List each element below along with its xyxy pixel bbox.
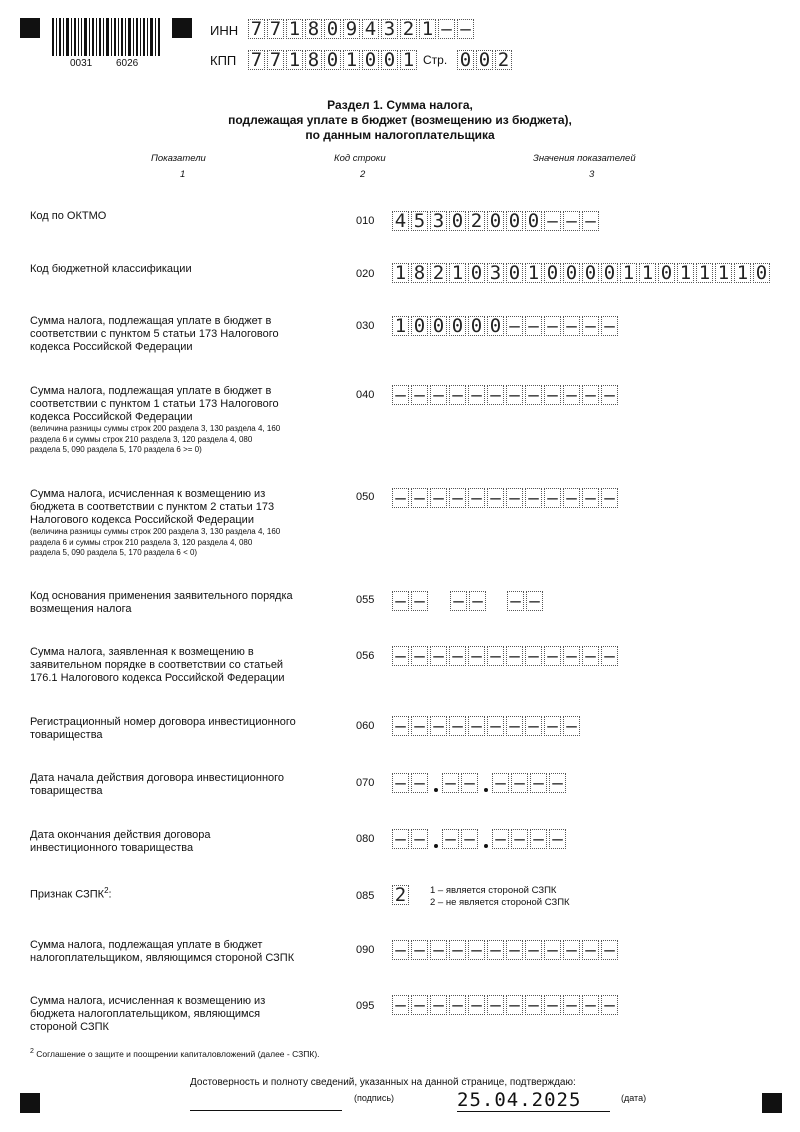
input-cell[interactable]: – [449, 385, 466, 405]
input-cell[interactable]: 1 [400, 50, 417, 70]
input-cell[interactable]: – [544, 211, 561, 231]
input-cell[interactable]: 0 [544, 263, 561, 283]
row-040-label [30, 385, 280, 456]
date-separator-dot [430, 829, 442, 849]
input-cell[interactable]: – [506, 716, 523, 736]
input-cell[interactable]: – [442, 773, 459, 793]
row-055-basis-code-part-1[interactable] [392, 591, 430, 611]
row-050-label-line-3: Налогового кодекса Российской Федерации [30, 514, 254, 526]
input-cell[interactable]: – [411, 940, 428, 960]
row-090-label-line-2: налогоплательщиком, являющимся стороной СЗПК [30, 952, 295, 964]
row-095-label [30, 995, 265, 1034]
date-separator-dot [480, 773, 492, 793]
input-cell[interactable]: – [392, 995, 409, 1015]
input-cell[interactable]: – [582, 488, 599, 508]
input-cell[interactable]: 1 [419, 19, 436, 39]
row-030-code: 030 [356, 320, 375, 332]
input-cell[interactable]: 4 [362, 19, 379, 39]
input-cell[interactable]: – [563, 316, 580, 336]
input-cell[interactable]: – [442, 829, 459, 849]
row-070-label [30, 772, 284, 798]
input-cell[interactable]: – [469, 591, 486, 611]
input-cell[interactable]: – [411, 995, 428, 1015]
input-cell[interactable]: – [506, 488, 523, 508]
input-cell[interactable]: – [563, 995, 580, 1015]
input-cell[interactable]: 0 [449, 316, 466, 336]
input-cell[interactable]: – [506, 385, 523, 405]
input-cell[interactable]: – [411, 591, 428, 611]
input-cell[interactable]: – [392, 646, 409, 666]
row-080-label-line-2: инвестиционного товарищества [30, 842, 194, 854]
corner-marker-top-right [172, 18, 192, 38]
input-cell[interactable]: – [506, 995, 523, 1015]
input-cell[interactable]: – [411, 829, 428, 849]
input-cell[interactable]: 1 [286, 19, 303, 39]
input-cell[interactable]: – [563, 940, 580, 960]
input-cell[interactable]: – [438, 19, 455, 39]
row-050-note-line-2: раздела 6 и суммы строк 210 раздела 3, 120 раздела 4, 080 [30, 537, 253, 547]
input-cell[interactable]: 0 [468, 316, 485, 336]
input-cell[interactable]: 0 [449, 211, 466, 231]
input-cell[interactable]: 9 [343, 19, 360, 39]
input-cell[interactable]: – [563, 211, 580, 231]
row-056-label-line-2: заявительном порядке в соответствии со статьей [30, 659, 284, 671]
input-cell[interactable]: – [468, 995, 485, 1015]
input-cell[interactable]: – [487, 995, 504, 1015]
row-095-label-line-1: Сумма налога, исчисленная к возмещению из [30, 995, 266, 1007]
input-cell[interactable]: – [468, 940, 485, 960]
row-085-code: 085 [356, 890, 375, 902]
row-040-label-line-2: соответствии с пунктом 1 статьи 173 Налогового [30, 398, 279, 410]
input-cell[interactable]: – [601, 940, 618, 960]
input-cell[interactable]: – [601, 385, 618, 405]
row-030-label-line-1: Сумма налога, подлежащая уплате в бюджет в [30, 315, 272, 327]
corner-marker-bottom-left [20, 1093, 40, 1113]
page-label: Стр. [423, 53, 448, 67]
input-cell[interactable]: – [601, 488, 618, 508]
input-cell[interactable]: – [392, 488, 409, 508]
input-cell[interactable]: – [544, 316, 561, 336]
input-cell[interactable]: – [506, 646, 523, 666]
input-cell[interactable]: 3 [381, 19, 398, 39]
input-cell[interactable]: – [392, 940, 409, 960]
input-cell[interactable]: – [525, 716, 542, 736]
input-cell[interactable]: – [525, 940, 542, 960]
row-085-footnote-ref: 2 [104, 886, 109, 895]
input-cell[interactable]: – [525, 316, 542, 336]
column-header-values: Значения показателей [533, 153, 636, 164]
inn-cells [248, 19, 476, 39]
row-040-note-line-2: раздела 6 и суммы строк 210 раздела 3, 120 раздела 4, 080 [30, 434, 253, 444]
row-040-label-line-1: Сумма налога, подлежащая уплате в бюджет в [30, 385, 272, 397]
input-cell[interactable]: – [487, 385, 504, 405]
row-085-szpk-flag-cell[interactable] [392, 885, 411, 905]
input-cell[interactable]: 8 [411, 263, 428, 283]
row-060-label-line-2: товарищества [30, 729, 103, 741]
input-cell[interactable]: 0 [753, 263, 770, 283]
input-cell[interactable]: – [582, 385, 599, 405]
input-cell[interactable]: 1 [392, 263, 409, 283]
row-060-label-line-1: Регистрационный номер договора инвестиционного [30, 716, 296, 728]
input-cell[interactable]: 2 [430, 263, 447, 283]
date-separator-dot [430, 773, 442, 793]
row-050-label-line-1: Сумма налога, исчисленная к возмещению из [30, 488, 266, 500]
row-070-code: 070 [356, 777, 375, 789]
input-cell[interactable]: 2 [495, 50, 512, 70]
input-cell[interactable]: 0 [658, 263, 675, 283]
kpp-label: КПП [210, 53, 237, 68]
input-cell[interactable]: – [530, 773, 547, 793]
input-cell[interactable]: – [461, 773, 478, 793]
input-cell[interactable]: 0 [563, 263, 580, 283]
date-label: (дата) [621, 1093, 647, 1103]
input-cell[interactable]: – [430, 385, 447, 405]
footnote-number: 2 [30, 1048, 34, 1055]
input-cell[interactable]: – [506, 940, 523, 960]
input-cell[interactable]: 1 [696, 263, 713, 283]
row-040-note-line-1: (величина разницы суммы строк 200 раздела 3, 130 раздела 4, 160 [30, 424, 281, 433]
input-cell[interactable]: 4 [392, 211, 409, 231]
input-cell[interactable]: 0 [476, 50, 493, 70]
row-050-note-line-3: раздела 5, 090 раздела 5, 170 раздела 6 < 0) [30, 548, 198, 557]
row-070-start-date-cells[interactable] [392, 773, 568, 793]
input-cell[interactable]: – [492, 773, 509, 793]
input-cell[interactable]: 0 [457, 50, 474, 70]
input-cell[interactable]: – [468, 385, 485, 405]
row-080-label-line-1: Дата окончания действия договора [30, 829, 211, 841]
row-095-amount-cells[interactable] [392, 995, 620, 1015]
input-cell[interactable]: 0 [487, 316, 504, 336]
input-cell[interactable]: 0 [430, 316, 447, 336]
input-cell[interactable]: – [411, 646, 428, 666]
input-cell[interactable]: 1 [639, 263, 656, 283]
input-cell[interactable]: – [507, 591, 524, 611]
input-cell[interactable]: – [544, 940, 561, 960]
input-cell[interactable]: 5 [411, 211, 428, 231]
input-cell[interactable]: 0 [324, 19, 341, 39]
input-cell[interactable]: – [492, 829, 509, 849]
input-cell[interactable]: – [392, 773, 409, 793]
input-cell[interactable]: – [544, 716, 561, 736]
input-cell[interactable]: – [601, 995, 618, 1015]
section-title-line-2: подлежащая уплате в бюджет (возмещению из бюджета), [228, 113, 572, 127]
input-cell[interactable]: – [449, 940, 466, 960]
input-cell[interactable]: 7 [248, 19, 265, 39]
row-040-amount-cells[interactable] [392, 385, 620, 405]
input-cell[interactable]: 0 [468, 263, 485, 283]
row-055-label-line-2: возмещения налога [30, 603, 132, 615]
row-030-amount-cells[interactable] [392, 316, 620, 336]
input-cell[interactable]: – [392, 829, 409, 849]
input-cell[interactable]: – [487, 488, 504, 508]
input-cell[interactable]: – [392, 385, 409, 405]
input-cell[interactable]: – [601, 646, 618, 666]
row-080-label [30, 829, 210, 855]
footnote [30, 1047, 320, 1059]
column-header-indicators: Показатели [151, 153, 206, 164]
date-separator-dot [480, 829, 492, 849]
input-cell[interactable]: – [544, 646, 561, 666]
row-085-option-1: 1 – является стороной СЗПК [430, 885, 557, 896]
input-cell[interactable]: 0 [601, 263, 618, 283]
input-cell[interactable]: – [530, 829, 547, 849]
barcode-number-right: 6026 [116, 58, 139, 69]
input-cell[interactable]: – [563, 488, 580, 508]
row-056-label-line-3: 176.1 Налогового кодекса Российской Федерации [30, 672, 285, 684]
row-095-label-line-2: бюджета налогоплательщиком, являющимся [30, 1008, 261, 1020]
column-number-1: 1 [180, 169, 186, 180]
input-cell[interactable]: – [449, 716, 466, 736]
row-056-label [30, 646, 285, 685]
row-030-label [30, 315, 279, 354]
input-cell[interactable]: 0 [362, 50, 379, 70]
input-cell[interactable]: – [544, 995, 561, 1015]
row-030-label-line-3: кодекса Российской Федерации [30, 341, 193, 353]
input-cell[interactable]: – [457, 19, 474, 39]
row-056-amount-cells[interactable] [392, 646, 620, 666]
input-cell[interactable]: 2 [400, 19, 417, 39]
input-cell[interactable]: – [449, 995, 466, 1015]
input-cell[interactable]: 0 [381, 50, 398, 70]
row-020-label: Код бюджетной классификации [30, 263, 192, 275]
input-cell[interactable]: – [601, 316, 618, 336]
input-cell[interactable]: 1 [392, 316, 409, 336]
row-010-oktmo-cells[interactable] [392, 211, 601, 231]
input-cell[interactable]: 0 [487, 211, 504, 231]
row-056-code: 056 [356, 650, 375, 662]
row-030-label-line-2: соответствии с пунктом 5 статьи 173 Налогового [30, 328, 279, 340]
input-cell[interactable]: – [430, 716, 447, 736]
input-cell[interactable]: 1 [734, 263, 751, 283]
row-060-code: 060 [356, 720, 375, 732]
input-cell[interactable]: 3 [430, 211, 447, 231]
row-050-code: 050 [356, 491, 375, 503]
row-010-label: Код по ОКТМО [30, 210, 107, 222]
input-cell[interactable]: 0 [411, 316, 428, 336]
input-cell[interactable]: 0 [506, 263, 523, 283]
row-040-label-line-3: кодекса Российской Федерации [30, 411, 193, 423]
input-cell[interactable]: – [411, 716, 428, 736]
input-cell[interactable]: – [430, 995, 447, 1015]
input-cell[interactable]: 1 [343, 50, 360, 70]
row-085-label-text: Признак СЗПК [30, 888, 105, 901]
input-cell[interactable]: – [430, 940, 447, 960]
input-cell[interactable]: 1 [620, 263, 637, 283]
input-cell[interactable]: – [468, 646, 485, 666]
section-title-line-1: Раздел 1. Сумма налога, [327, 98, 473, 112]
column-number-3: 3 [589, 169, 595, 180]
row-056-label-line-1: Сумма налога, заявленная к возмещению в [30, 646, 254, 658]
signature-line[interactable] [190, 1109, 342, 1111]
row-095-label-line-3: стороной СЗПК [30, 1021, 109, 1033]
row-090-label-line-1: Сумма налога, подлежащая уплате в бюджет [30, 939, 263, 951]
row-050-label-line-2: бюджета в соответствии с пунктом 2 статьи 173 [30, 501, 275, 513]
input-cell[interactable]: 0 [324, 50, 341, 70]
input-cell[interactable]: – [506, 316, 523, 336]
row-090-label [30, 939, 294, 965]
footnote-text: Соглашение о защите и поощрении капиталовложений (далее - СЗПК). [36, 1048, 320, 1059]
input-cell[interactable]: – [549, 773, 566, 793]
input-cell[interactable]: – [487, 940, 504, 960]
row-085-option-2: 2 – не является стороной СЗПК [430, 897, 570, 908]
input-cell[interactable]: – [487, 716, 504, 736]
corner-marker-bottom-right [762, 1093, 782, 1113]
input-cell[interactable]: – [450, 591, 467, 611]
row-020-kbk-cells[interactable] [392, 263, 772, 283]
input-cell[interactable]: 7 [248, 50, 265, 70]
input-cell[interactable]: – [511, 829, 528, 849]
row-055-label-line-1: Код основания применения заявительного порядка [30, 590, 293, 602]
row-010-code: 010 [356, 215, 375, 227]
row-070-label-line-2: товарищества [30, 785, 103, 797]
input-cell[interactable]: – [563, 385, 580, 405]
row-085-options [430, 885, 570, 909]
row-055-label [30, 590, 293, 616]
input-cell[interactable]: – [544, 488, 561, 508]
row-080-end-date-cells[interactable] [392, 829, 568, 849]
date-value[interactable]: 25.04.2025 [457, 1089, 610, 1112]
input-cell[interactable]: – [392, 716, 409, 736]
page-number-cells [457, 50, 514, 70]
input-cell[interactable]: – [461, 829, 478, 849]
row-040-note-line-3: раздела 5, 090 раздела 5, 170 раздела 6 >= 0) [30, 445, 202, 454]
row-060-label [30, 716, 296, 742]
input-cell[interactable]: 2 [392, 885, 409, 905]
column-number-2: 2 [360, 169, 366, 180]
input-cell[interactable]: 1 [715, 263, 732, 283]
input-cell[interactable]: – [449, 646, 466, 666]
row-050-label [30, 488, 280, 559]
input-cell[interactable]: – [525, 385, 542, 405]
row-060-registration-number-cells[interactable] [392, 716, 582, 736]
corner-marker-top-left [20, 18, 40, 38]
input-cell[interactable]: – [582, 995, 599, 1015]
input-cell[interactable]: 0 [582, 263, 599, 283]
column-header-line-code: Код строки [334, 153, 386, 164]
input-cell[interactable]: – [525, 488, 542, 508]
confirmation-text: Достоверность и полноту сведений, указанных на данной странице, подтверждаю: [190, 1077, 576, 1088]
input-cell[interactable]: – [430, 646, 447, 666]
row-020-code: 020 [356, 268, 375, 280]
row-055-code: 055 [356, 594, 375, 606]
input-cell[interactable]: – [582, 940, 599, 960]
input-cell[interactable]: – [468, 716, 485, 736]
input-cell[interactable]: – [449, 488, 466, 508]
input-cell[interactable]: 1 [286, 50, 303, 70]
input-cell[interactable]: – [487, 646, 504, 666]
input-cell[interactable]: – [544, 385, 561, 405]
input-cell[interactable]: 7 [267, 50, 284, 70]
section-title-line-3: по данным налогоплательщика [305, 128, 495, 142]
barcode-number-left: 0031 [70, 58, 93, 69]
input-cell[interactable]: – [525, 995, 542, 1015]
input-cell[interactable]: 7 [267, 19, 284, 39]
input-cell[interactable]: – [526, 591, 543, 611]
input-cell[interactable]: 0 [506, 211, 523, 231]
input-cell[interactable]: – [411, 773, 428, 793]
section-title [0, 98, 800, 143]
input-cell[interactable]: – [582, 316, 599, 336]
input-cell[interactable]: 8 [305, 19, 322, 39]
row-085-label-colon: : [108, 888, 112, 901]
input-cell[interactable]: – [411, 385, 428, 405]
row-040-code: 040 [356, 389, 375, 401]
row-050-note-line-1: (величина разницы суммы строк 200 раздела 3, 130 раздела 4, 160 [30, 527, 281, 536]
input-cell[interactable]: – [563, 646, 580, 666]
row-090-code: 090 [356, 944, 375, 956]
row-070-label-line-1: Дата начала действия договора инвестиционного [30, 772, 285, 784]
row-090-amount-cells[interactable] [392, 940, 620, 960]
input-cell[interactable]: – [582, 211, 599, 231]
kpp-cells [248, 50, 419, 70]
input-cell[interactable]: – [525, 646, 542, 666]
input-cell[interactable]: 1 [525, 263, 542, 283]
input-cell[interactable]: – [563, 716, 580, 736]
input-cell[interactable]: 8 [305, 50, 322, 70]
signature-label: (подпись) [354, 1093, 395, 1103]
input-cell[interactable]: – [411, 488, 428, 508]
input-cell[interactable]: – [468, 488, 485, 508]
input-cell[interactable]: – [549, 829, 566, 849]
barcode [52, 18, 162, 56]
input-cell[interactable]: – [511, 773, 528, 793]
inn-label: ИНН [210, 23, 239, 38]
input-cell[interactable]: 2 [468, 211, 485, 231]
input-cell[interactable]: 3 [487, 263, 504, 283]
row-095-code: 095 [356, 1000, 375, 1012]
input-cell[interactable]: – [582, 646, 599, 666]
input-cell[interactable]: – [392, 591, 409, 611]
input-cell[interactable]: 0 [525, 211, 542, 231]
input-cell[interactable]: 1 [449, 263, 466, 283]
row-055-basis-code-part-2[interactable] [450, 591, 488, 611]
input-cell[interactable]: – [430, 488, 447, 508]
row-055-basis-code-part-3[interactable] [507, 591, 545, 611]
row-085-label [30, 884, 112, 902]
row-080-code: 080 [356, 833, 375, 845]
row-050-amount-cells[interactable] [392, 488, 620, 508]
input-cell[interactable]: 1 [677, 263, 694, 283]
